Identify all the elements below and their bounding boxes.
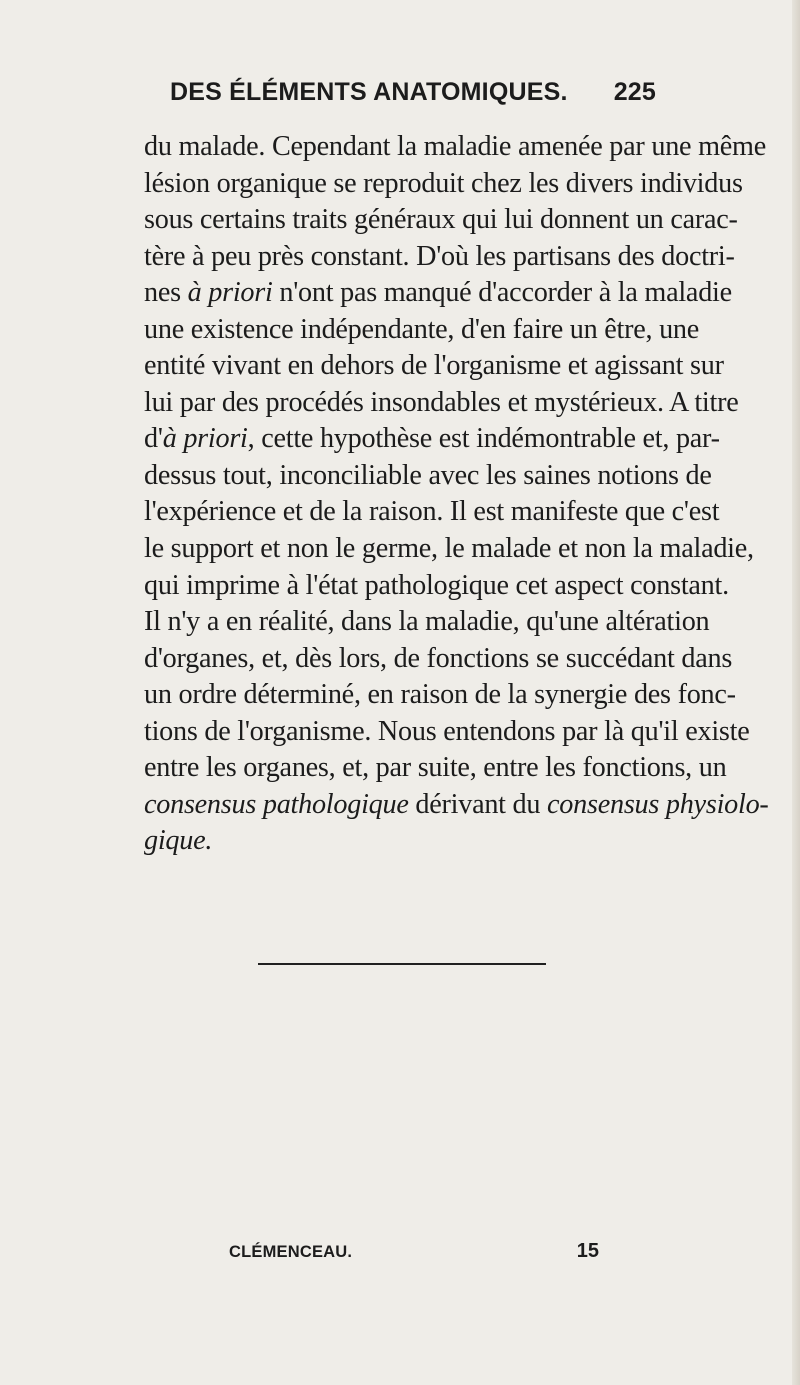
section-divider bbox=[258, 963, 546, 965]
italic-text: gique. bbox=[144, 825, 213, 857]
text-line bbox=[144, 787, 769, 824]
text-segment: entité vivant en dehors de l'organisme et agissant sur bbox=[144, 350, 724, 382]
text-segment: n'ont pas manqué d'accorder à la maladie bbox=[272, 277, 732, 309]
text-segment: , cette hypothèse est indémontrable et, par- bbox=[247, 423, 720, 455]
body-paragraph bbox=[144, 129, 769, 860]
text-segment: du malade. Cependant la maladie amenée par une même bbox=[144, 131, 766, 162]
page-footer bbox=[229, 1240, 599, 1266]
text-line bbox=[144, 677, 736, 714]
text-line bbox=[144, 568, 729, 605]
text-line bbox=[144, 823, 656, 860]
text-segment: dessus tout, inconciliable avec les saines notions de bbox=[144, 459, 712, 491]
text-line bbox=[144, 641, 733, 678]
text-segment: Il n'y a en réalité, dans la maladie, qu'une altération bbox=[144, 606, 710, 638]
text-segment: d'organes, et, dès lors, de fonctions se succédant dans bbox=[144, 642, 733, 674]
text-line bbox=[144, 421, 720, 458]
text-segment: l'expérience et de la raison. Il est manifeste que c'est bbox=[144, 496, 720, 528]
italic-text: consensus pathologique bbox=[144, 788, 409, 820]
text-line bbox=[144, 458, 712, 495]
italic-text: consensus physiolo- bbox=[547, 788, 769, 820]
text-line bbox=[144, 348, 724, 385]
page-number: 225 bbox=[613, 78, 656, 106]
text-line bbox=[144, 714, 750, 751]
page-edge bbox=[792, 0, 800, 1385]
italic-text: à priori bbox=[187, 277, 273, 309]
text-segment: tions de l'organisme. Nous entendons par là qu'il existe bbox=[144, 715, 750, 747]
text-line bbox=[144, 202, 738, 239]
sheet-number: 15 bbox=[576, 1240, 599, 1262]
text-segment: une existence indépendante, d'en faire un être, une bbox=[144, 313, 700, 345]
text-line bbox=[144, 385, 739, 422]
text-segment: le support et non le germe, le malade et non la maladie, bbox=[144, 533, 754, 565]
text-segment: qui imprime à l'état pathologique cet aspect constant. bbox=[144, 569, 729, 601]
text-segment: sous certains traits généraux qui lui donnent un carac- bbox=[144, 204, 738, 236]
text-line bbox=[144, 494, 720, 531]
text-line bbox=[144, 239, 735, 276]
text-line bbox=[144, 750, 727, 787]
italic-text: à priori bbox=[162, 423, 248, 455]
text-segment: entre les organes, et, par suite, entre les fonctions, un bbox=[144, 752, 727, 784]
text-line bbox=[144, 275, 732, 312]
page-header bbox=[170, 78, 656, 114]
text-line bbox=[144, 129, 766, 166]
text-segment: un ordre déterminé, en raison de la synergie des fonc- bbox=[144, 679, 736, 711]
text-segment: nes bbox=[144, 277, 188, 309]
running-title: DES ÉLÉMENTS ANATOMIQUES. bbox=[170, 78, 568, 106]
text-segment: lésion organique se reproduit chez les divers individus bbox=[144, 167, 743, 199]
text-line bbox=[144, 531, 754, 568]
text-line bbox=[144, 604, 710, 641]
text-segment: lui par des procédés insondables et mystérieux. A titre bbox=[144, 386, 739, 418]
text-line bbox=[144, 312, 700, 349]
text-segment: tère à peu près constant. D'où les partisans des doctri- bbox=[144, 240, 735, 272]
signature-mark: CLÉMENCEAU. bbox=[229, 1243, 353, 1261]
text-segment: d' bbox=[144, 423, 163, 455]
text-segment: dérivant du bbox=[408, 788, 548, 820]
text-line bbox=[144, 166, 743, 203]
